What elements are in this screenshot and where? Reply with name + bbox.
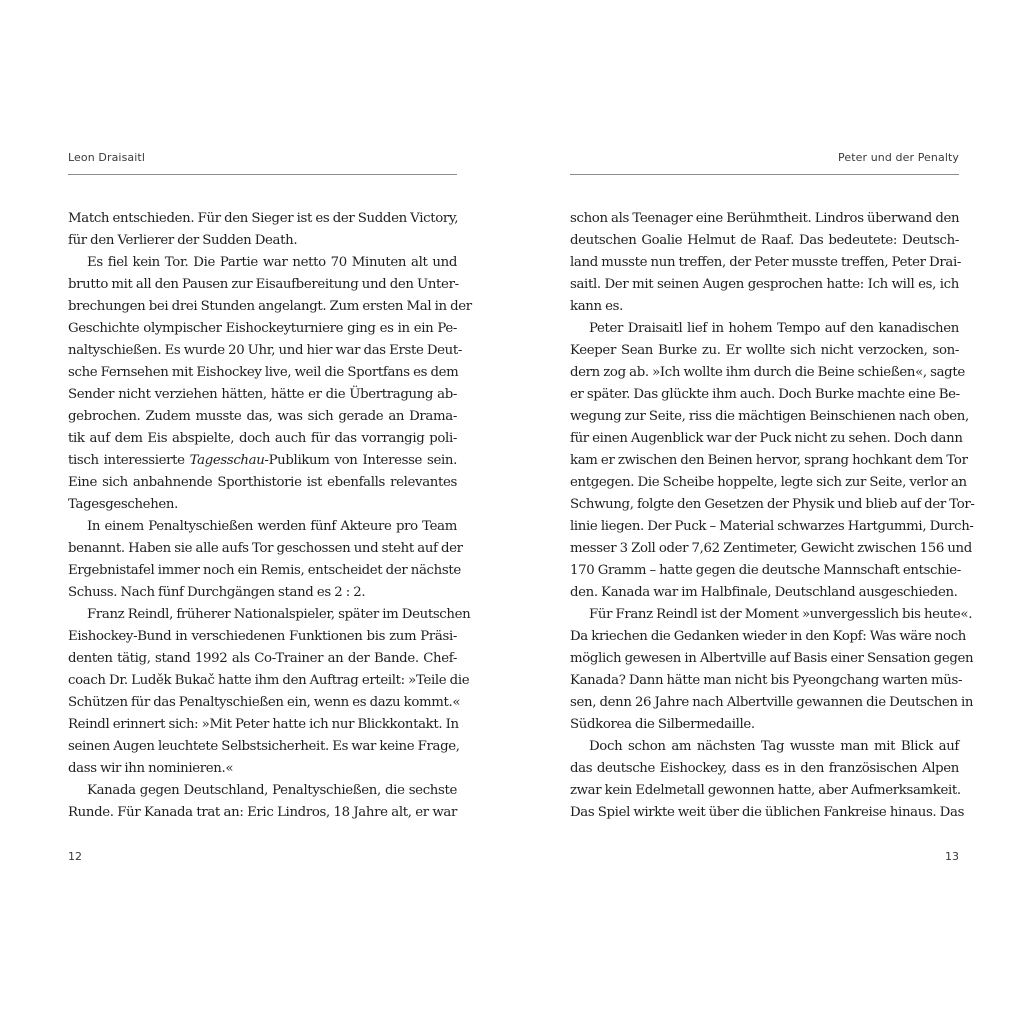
text-line: Franz Reindl, früherer Nationalspieler, später im Deutschen xyxy=(87,607,471,622)
right-body-text xyxy=(570,208,975,824)
text-line: saitl. Der mit seinen Augen gesprochen hatte: Ich will es, ich xyxy=(570,277,959,292)
text-line: Eishockey-Bund in verschiedenen Funktionen bis zum Präsi- xyxy=(68,629,457,644)
text-line: gebrochen. Zudem musste das, was sich gerade an Drama- xyxy=(68,409,457,424)
text-line: Keeper Sean Burke zu. Er wollte sich nicht verzocken, son- xyxy=(570,343,959,358)
text-line: seinen Augen leuchtete Selbstsicherheit. Es war keine Frage, xyxy=(68,739,460,754)
text-line: dass wir ihn nominieren.« xyxy=(68,761,234,776)
text-line: sche Fernsehen mit Eishockey live, weil die Sportfans es dem xyxy=(68,365,459,380)
running-head-chapter: Peter und der Penalty xyxy=(838,151,959,164)
text-line: er später. Das glückte ihm auch. Doch Burke machte eine Be- xyxy=(570,387,960,402)
text-line: sen, denn 26 Jahre nach Albertville gewannen die Deutschen in xyxy=(570,695,974,710)
page-number: 12 xyxy=(68,850,82,863)
text-line: kann es. xyxy=(570,299,623,314)
text-line: Match entschieden. Für den Sieger ist es der Sudden Victory, xyxy=(68,211,459,226)
left-page xyxy=(68,0,472,1024)
text-line: Tagesgeschehen. xyxy=(68,497,179,512)
text-line: coach Dr. Luděk Bukač hatte ihm den Auftrag erteilt: »Teile die xyxy=(68,673,470,688)
text-line: tisch interessierte Tagesschau-Publikum von Interesse sein. xyxy=(68,453,457,468)
text-line: Für Franz Reindl ist der Moment »unvergesslich bis heute«. xyxy=(589,607,973,622)
text-line: für einen Augenblick war der Puck nicht zu sehen. Doch dann xyxy=(570,431,963,446)
text-line: messer 3 Zoll oder 7,62 Zentimeter, Gewicht zwischen 156 und xyxy=(570,541,972,556)
text-line: brutto mit all den Pausen zur Eisaufbereitung und den Unter- xyxy=(68,277,459,292)
text-line: Reindl erinnert sich: »Mit Peter hatte ich nur Blickkontakt. In xyxy=(68,717,459,732)
page-number: 13 xyxy=(945,850,959,863)
header-rule xyxy=(68,174,457,175)
right-page xyxy=(570,0,975,1024)
text-line: naltyschießen. Es wurde 20 Uhr, und hier war das Erste Deut- xyxy=(68,343,463,358)
header-rule xyxy=(570,174,959,175)
text-line: denten tätig, stand 1992 als Co-Trainer an der Bande. Chef- xyxy=(68,651,457,666)
text-line: deutschen Goalie Helmut de Raaf. Das bedeutete: Deutsch- xyxy=(570,233,959,248)
text-line: Eine sich anbahnende Sporthistorie ist ebenfalls relevantes xyxy=(68,475,457,490)
text-line: benannt. Haben sie alle aufs Tor geschossen und steht auf der xyxy=(68,541,463,556)
text-line: Peter Draisaitl lief in hohem Tempo auf den kanadischen xyxy=(589,321,959,336)
text-line: land musste nun treffen, der Peter musste treffen, Peter Drai- xyxy=(570,255,961,270)
left-body-text xyxy=(68,208,472,824)
text-line: 170 Gramm – hatte gegen die deutsche Mannschaft entschie- xyxy=(570,563,961,578)
text-line: Sender nicht verziehen hätten, hätte er die Übertragung ab- xyxy=(68,387,457,402)
text-line: den. Kanada war im Halbfinale, Deutschland ausgeschieden. xyxy=(570,585,958,600)
text-line: zwar kein Edelmetall gewonnen hatte, aber Aufmerksamkeit. xyxy=(570,783,961,798)
text-line: Runde. Für Kanada trat an: Eric Lindros, 18 Jahre alt, er war xyxy=(68,805,457,820)
text-line: Kanada gegen Deutschland, Penaltyschießen, die sechste xyxy=(87,783,457,798)
text-line: entgegen. Die Scheibe hoppelte, legte sich zur Seite, verlor an xyxy=(570,475,967,490)
text-line: wegung zur Seite, riss die mächtigen Beinschienen nach oben, xyxy=(570,409,969,424)
text-line: Das Spiel wirkte weit über die üblichen Fankreise hinaus. Das xyxy=(570,805,965,820)
text-line: tik auf dem Eis abspielte, doch auch für das vorrangig poli- xyxy=(68,431,457,446)
italic-title: Tagesschau xyxy=(189,453,265,468)
text-line: dern zog ab. »Ich wollte ihm durch die Beine schießen«, sagte xyxy=(570,365,965,380)
text-line: brechungen bei drei Stunden angelangt. Zum ersten Mal in der xyxy=(68,299,472,314)
running-head-author: Leon Draisaitl xyxy=(68,151,145,164)
text-line: Schwung, folgte den Gesetzen der Physik und blieb auf der Tor- xyxy=(570,497,975,512)
text-line: für den Verlierer der Sudden Death. xyxy=(68,233,298,248)
text-line: Da kriechen die Gedanken wieder in den Kopf: Was wäre noch xyxy=(570,629,967,644)
text-line: Ergebnistafel immer noch ein Remis, entscheidet der nächste xyxy=(68,563,461,578)
text-line: schon als Teenager eine Berühmtheit. Lindros überwand den xyxy=(570,211,960,226)
text-line: linie liegen. Der Puck – Material schwarzes Hartgummi, Durch- xyxy=(570,519,974,534)
text-line: das deutsche Eishockey, dass es in den französischen Alpen xyxy=(570,761,959,776)
text-line: kam er zwischen den Beinen hervor, sprang hochkant dem Tor xyxy=(570,453,968,468)
text-line: Schützen für das Penaltyschießen ein, wenn es dazu kommt.« xyxy=(68,695,461,710)
text-line: Schuss. Nach fünf Durchgängen stand es 2 : 2. xyxy=(68,585,366,600)
text-line: Doch schon am nächsten Tag wusste man mit Blick auf xyxy=(589,739,959,754)
text-line: Südkorea die Silbermedaille. xyxy=(570,717,755,732)
text-line: Kanada? Dann hätte man nicht bis Pyeongchang warten müs- xyxy=(570,673,963,688)
text-line: Es fiel kein Tor. Die Partie war netto 70 Minuten alt und xyxy=(87,255,457,270)
text-line: In einem Penaltyschießen werden fünf Akteure pro Team xyxy=(87,519,457,534)
text-line: Geschichte olympischer Eishockeyturniere ging es in ein Pe- xyxy=(68,321,457,336)
text-line: möglich gewesen in Albertville auf Basis einer Sensation gegen xyxy=(570,651,974,666)
